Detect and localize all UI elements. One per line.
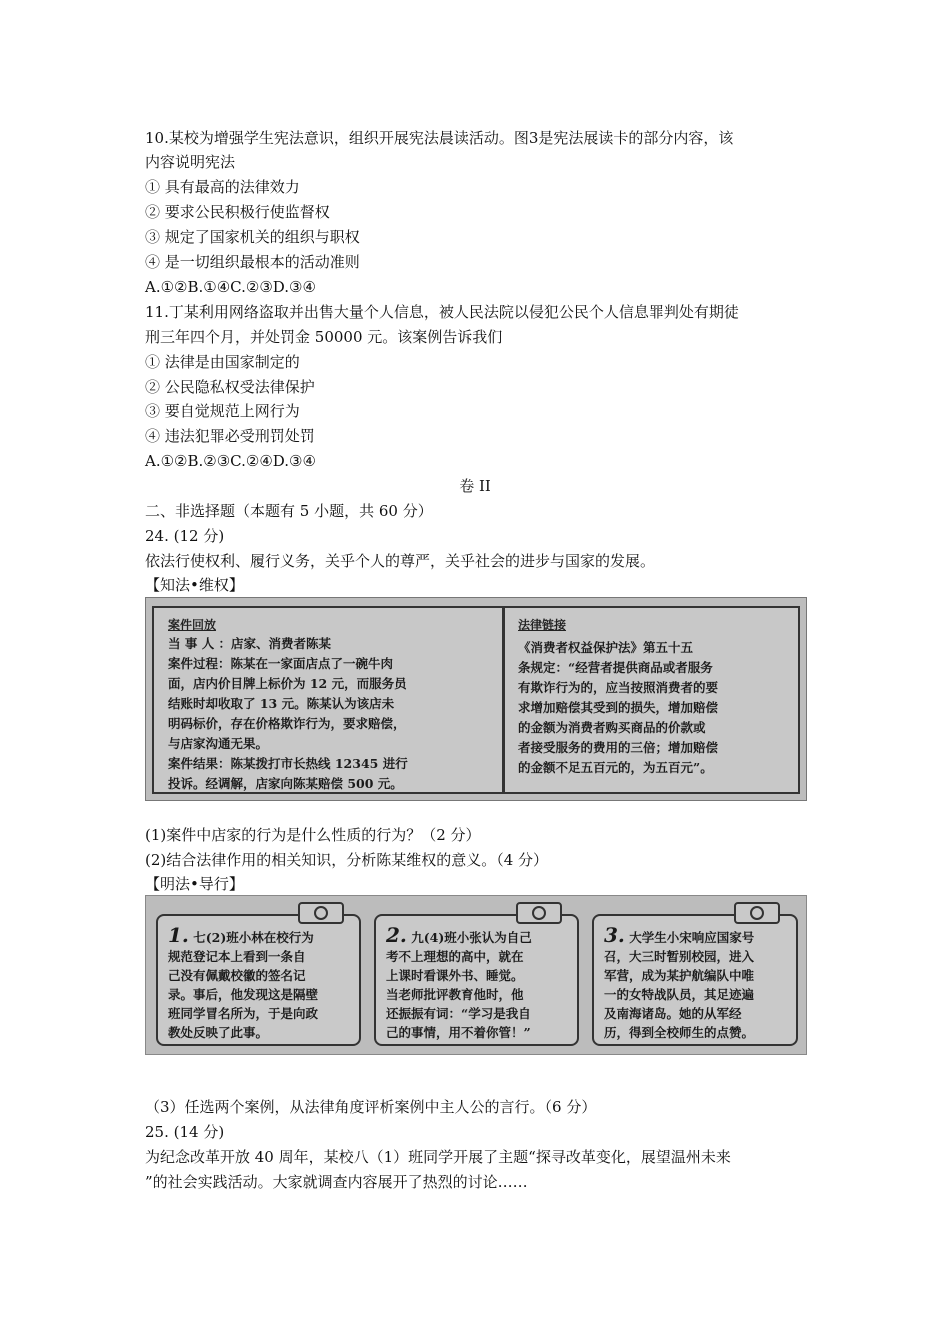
q11-choices: A.①②B.②③C.②④D.③④ <box>145 452 316 470</box>
q10-option-2: ② 要求公民积极行使监督权 <box>145 203 330 221</box>
case-card-line: 一的女特战队员，其足迹遍 <box>604 987 755 1002</box>
q11-stem-line1: 11.丁某利用网络盗取并出售大量个人信息，被人民法院以侵犯公民个人信息罪判处有期徒 <box>145 303 739 321</box>
case-card-line: 规范登记本上看到一条自 <box>168 949 306 964</box>
law-line: 的金额不足五百元的，为五百元”。 <box>518 760 713 775</box>
case-figure-divider <box>502 608 505 792</box>
q24-part1-title: 【知法•维权】 <box>145 576 244 594</box>
case-number: 3. <box>604 923 625 947</box>
case-card-line: 班同学冒名所为，于是向政 <box>168 1006 319 1021</box>
case-card-line: 己的事情，用不着你管！” <box>386 1025 531 1040</box>
case-card-text: 九(4)班小张认为自己 <box>411 930 532 945</box>
q25-intro-line1: 为纪念改革开放 40 周年，某校八（1）班同学开展了主题“探寻改革变化，展望温州未来 <box>145 1148 731 1166</box>
volume-title: 卷 II <box>459 477 491 495</box>
camera-icon <box>298 902 344 924</box>
q11-option-1: ① 法律是由国家制定的 <box>145 353 300 371</box>
q10-stem-line2: 内容说明宪法 <box>145 153 236 171</box>
law-line: 的金额为消费者购买商品的价款或 <box>518 720 706 735</box>
camera-lens <box>314 906 328 920</box>
case-line: 面，店内价目牌上标价为 12 元，而服务员 <box>168 676 407 691</box>
case-card-line: 还振振有词：“学习是我自 <box>386 1006 531 1021</box>
camera-lens <box>750 906 764 920</box>
case-review-text <box>168 634 408 794</box>
case-line: 与店家沟通无果。 <box>168 736 269 751</box>
law-link-heading: 法律链接 <box>518 618 567 632</box>
case-card-2 <box>374 914 579 1046</box>
case-card-line <box>604 923 755 947</box>
q10-choices: A.①②B.①④C.②③D.③④ <box>145 278 316 296</box>
q24-sub3: （3）任选两个案例，从法律角度评析案例中主人公的言行。（6 分） <box>145 1098 597 1116</box>
q24-part2-title: 【明法•导行】 <box>145 875 244 893</box>
case-line: 明码标价，存在价格欺诈行为，要求赔偿， <box>168 716 406 731</box>
case-review-heading: 案件回放 <box>168 618 217 632</box>
q24-score: 24. (12 分) <box>145 527 225 545</box>
case-line: 投诉。经调解，店家向陈某赔偿 500 元。 <box>168 776 403 791</box>
case-card-line: 己没有佩戴校徽的签名记 <box>168 968 306 983</box>
case-card-line: 上课时看课外书、睡觉。 <box>386 968 524 983</box>
law-line: 者接受服务的费用的三倍；增加赔偿 <box>518 740 719 755</box>
q10-option-3: ③ 规定了国家机关的组织与职权 <box>145 228 360 246</box>
law-line: 条规定：“经营者提供商品或者服务 <box>518 660 713 675</box>
q10-option-4: ④ 是一切组织最根本的活动准则 <box>145 253 360 271</box>
q10-stem-line1: 10.某校为增强学生宪法意识，组织开展宪法晨读活动。图3是宪法展读卡的部分内容，该 <box>145 129 734 147</box>
section-heading: 二、非选择题（本题有 5 小题，共 60 分） <box>145 502 433 520</box>
case-number: 2. <box>386 923 407 947</box>
case-card-3-text <box>604 923 755 1042</box>
q24-intro: 依法行使权利、履行义务，关乎个人的尊严，关乎社会的进步与国家的发展。 <box>145 552 656 570</box>
law-line: 《消费者权益保护法》第五十五 <box>518 640 694 655</box>
case-line: 结账时却收取了 13 元。陈某认为该店未 <box>168 696 395 711</box>
q24-sub2: (2)结合法律作用的相关知识，分析陈某维权的意义。（4 分） <box>145 851 549 869</box>
camera-icon <box>516 902 562 924</box>
case-card-1 <box>156 914 361 1046</box>
cases-figure <box>145 895 807 1055</box>
case-card-3 <box>592 914 798 1046</box>
case-card-2-text <box>386 923 532 1042</box>
case-figure-frame <box>152 606 800 794</box>
case-card-line <box>386 923 532 947</box>
case-card-line: 历，得到全校师生的点赞。 <box>604 1025 755 1040</box>
camera-lens <box>532 906 546 920</box>
case-figure <box>145 597 807 801</box>
q11-stem-line2: 刑三年四个月，并处罚金 50000 元。该案例告诉我们 <box>145 328 503 346</box>
law-line: 有欺诈行为的，应当按照消费者的要 <box>518 680 719 695</box>
case-card-line: 及南海诸岛。她的从军经 <box>604 1006 742 1021</box>
camera-icon <box>734 902 780 924</box>
case-card-line: 录。事后，他发现这是隔壁 <box>168 987 319 1002</box>
law-link-text <box>518 638 718 778</box>
q25-intro-line2: ”的社会实践活动。大家就调查内容展开了热烈的讨论…… <box>145 1173 528 1191</box>
q11-option-2: ② 公民隐私权受法律保护 <box>145 378 315 396</box>
q11-option-4: ④ 违法犯罪必受刑罚处罚 <box>145 427 315 445</box>
case-number: 1. <box>168 923 189 947</box>
q25-score: 25. (14 分) <box>145 1123 225 1141</box>
case-line: 案件过程：陈某在一家面店点了一碗牛肉 <box>168 656 394 671</box>
case-card-line: 教处反映了此事。 <box>168 1025 269 1040</box>
case-card-text: 七(2)班小林在校行为 <box>193 930 314 945</box>
case-card-line: 召，大三时暂别校园，进入 <box>604 949 755 964</box>
q10-option-1: ① 具有最高的法律效力 <box>145 178 300 196</box>
case-card-line <box>168 923 318 947</box>
case-card-1-text <box>168 923 319 1042</box>
case-line: 当 事 人 ：店家、消费者陈某 <box>168 636 332 651</box>
q24-sub1: (1)案件中店家的行为是什么性质的行为？（2 分） <box>145 826 481 844</box>
q11-option-3: ③ 要自觉规范上网行为 <box>145 402 300 420</box>
law-line: 求增加赔偿其受到的损失，增加赔偿 <box>518 700 719 715</box>
case-card-line: 考不上理想的高中，就在 <box>386 949 524 964</box>
case-card-line: 军营，成为某护航编队中唯 <box>604 968 755 983</box>
case-line: 案件结果：陈某拨打市长热线 12345 进行 <box>168 756 408 771</box>
case-card-text: 大学生小宋响应国家号 <box>629 930 755 945</box>
case-card-line: 当老师批评教育他时，他 <box>386 987 524 1002</box>
